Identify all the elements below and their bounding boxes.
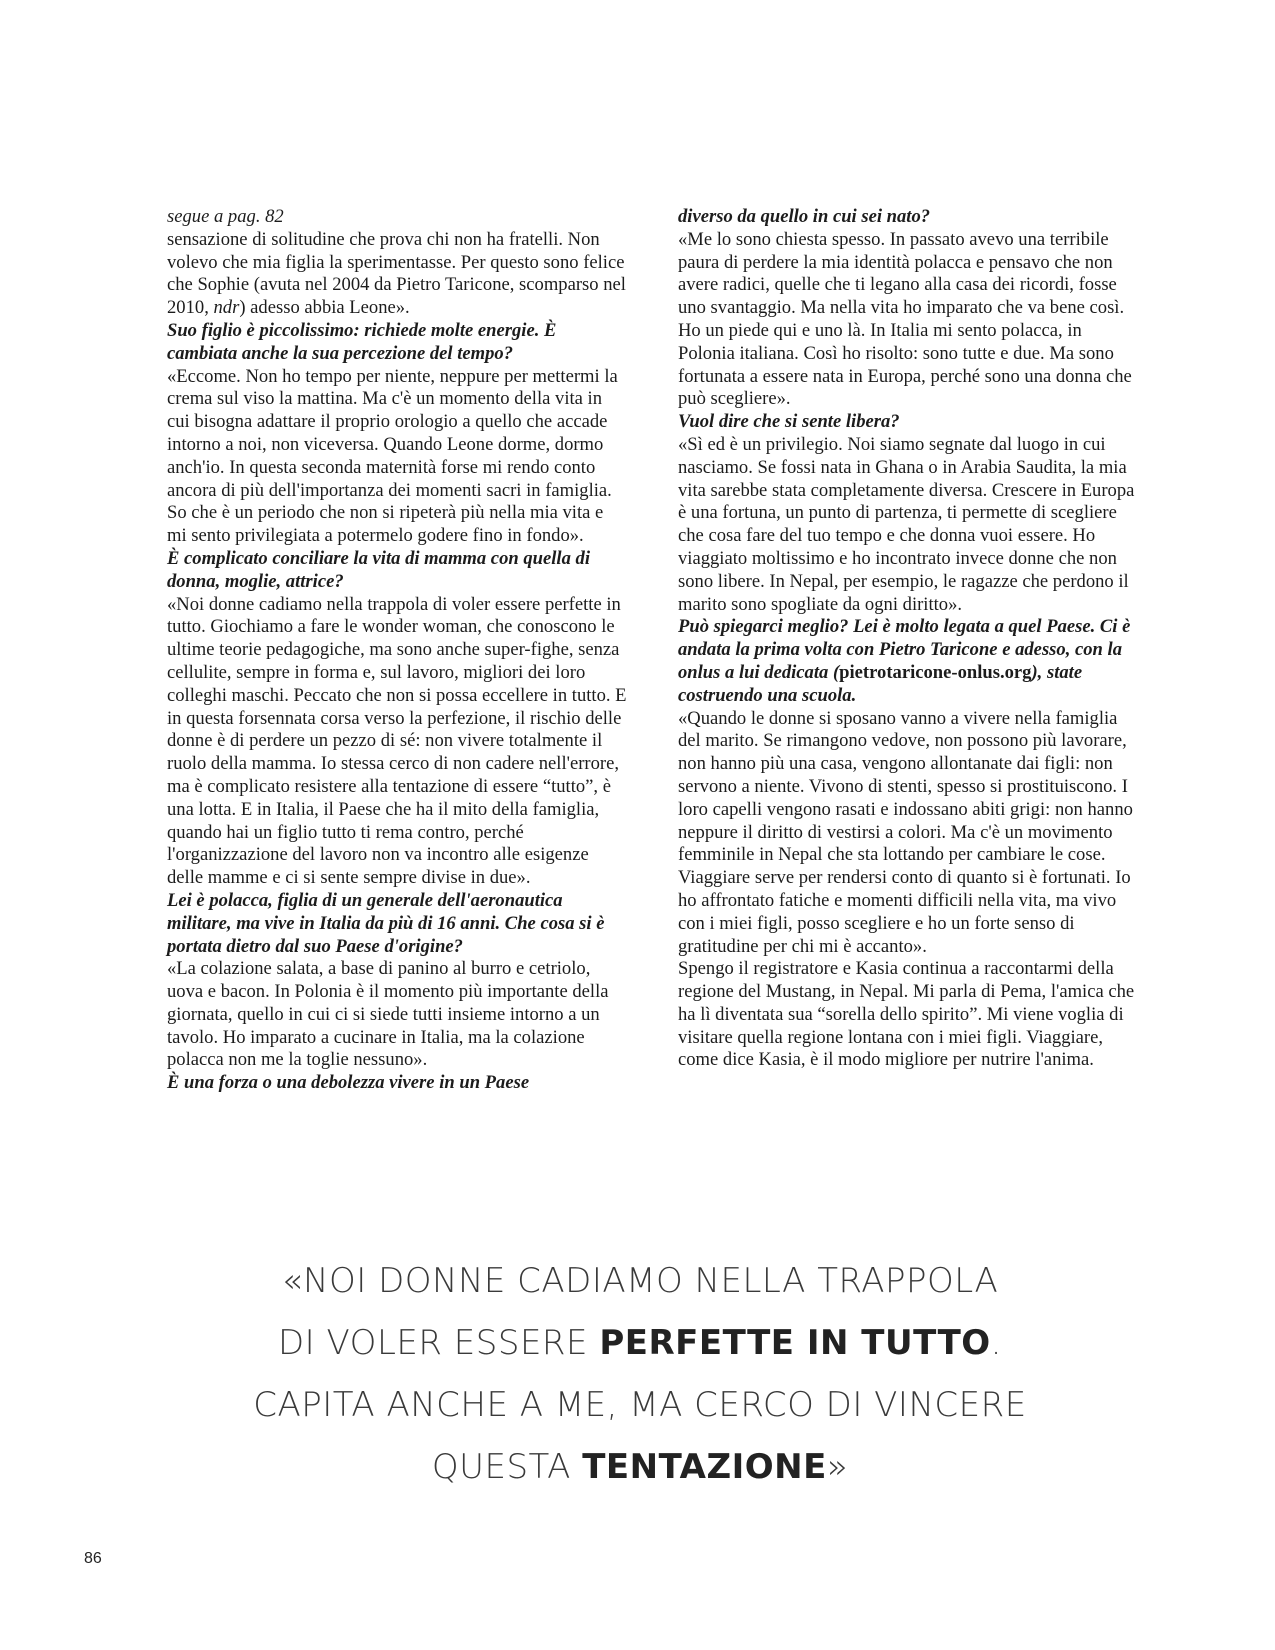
ndr-note: ndr	[213, 297, 240, 319]
article-column-left	[167, 206, 627, 1095]
interview-question	[678, 616, 1138, 707]
pull-quote-line: CAPITA ANCHE A ME, MA CERCO DI VINCERE	[253, 1385, 1027, 1425]
interview-answer: «Sì ed è un privilegio. Noi siamo segnate dal luogo in cui nasciamo. Se fossi nata in Ghana o in Arabia Saudita, la mia vita sarebbe stata completamente diversa. Crescere in Europa è una fortuna, un punto di partenza, ti permette di scegliere che cosa fare del tuo tempo e che donna vuoi essere. Ho viaggiato moltissimo e ho incontrato invece donne che non sono libere. In Nepal, per esempio, le ragazze che perdono il marito sono spogliate da ogni diritto».	[678, 433, 1135, 615]
interview-answer: «Noi donne cadiamo nella trappola di voler essere perfette in tutto. Giochiamo a fare le wonder woman, che conoscono le ultime teorie pedagogiche, ma sono anche super-fighe, senza cellulite, sempre in forma e, sul lavoro, migliori dei loro colleghi maschi. Peccato che non si possa eccellere in tutto. E in questa forsennata corsa verso la perfezione, il rischio delle donne è di perdere un pezzo di sé: non vivere totalmente il ruolo della mamma. Io stessa cerco di non cadere nell'errore, ma è complicato resistere alla tentazione di essere “tutto”, è una lotta. E in Italia, il Paese che ha il mito della famiglia, quando hai un figlio tutto ti rema contro, perché l'organizzazione del lavoro non va incontro alle esigenze delle mamme e ci si sente sempre divise in due».	[167, 593, 627, 889]
interview-question: È una forza o una debolezza vivere in un Paese	[167, 1072, 530, 1094]
interview-question: diverso da quello in cui sei nato?	[678, 206, 931, 227]
pull-quote-line: «NOI DONNE CADIAMO NELLA TRAPPOLA	[281, 1261, 999, 1301]
interview-question: È complicato conciliare la vita di mamma con quella di donna, moglie, attrice?	[167, 547, 590, 592]
pull-quote-line	[120, 1312, 1160, 1374]
interview-question: Vuol dire che si sente libera?	[678, 411, 900, 433]
pull-quote-emphasis: PERFETTE IN TUTTO	[599, 1323, 991, 1363]
paragraph	[167, 229, 627, 320]
pull-quote-line	[120, 1436, 1160, 1498]
continued-note	[167, 206, 627, 229]
pull-quote-text: DI VOLER ESSERE	[278, 1323, 600, 1363]
paragraph-text: ) adesso abbia Leone».	[239, 297, 410, 319]
interview-answer: «Eccome. Non ho tempo per niente, neppure per mettermi la crema sul viso la mattina. Ma c'è un momento della vita in cui bisogna adattare il proprio orologio a quello che accade intorno a noi, non viceversa. Quando Leone dorme, dormo anch'io. In questa seconda maternità forse mi rendo conto ancora di più dell'importanza dei momenti sacri in famiglia. So che è un periodo che non si ripeterà più nella mia vita e mi sento privilegiata a potermelo godere fino in fondo».	[167, 365, 618, 547]
pull-quote-text: »	[826, 1447, 849, 1487]
page-number: 86	[84, 1550, 102, 1567]
pull-quote-emphasis: TENTAZIONE	[582, 1447, 827, 1487]
paragraph-text: sensazione di solitudine che prova chi non ha fratelli. Non volevo che mia figlia la sperimentasse. Per questo sono felice che Sophie (avuta nel 2004 da Pietro Taricone, scomparso nel 2010,	[167, 228, 626, 319]
closing-paragraph: Spengo il registratore e Kasia continua a raccontarmi della regione del Mustang, in Nepal. Mi parla di Pema, l'amica che ha lì diventata sua “sorella dello spirito”. Mi viene voglia di visitare quella regione lontana con i miei figli. Viaggiare, come dice Kasia, è il modo migliore per nutrire l'anima.	[678, 958, 1135, 1071]
interview-question: Lei è polacca, figlia di un generale dell'aeronautica militare, ma vive in Italia da più di 16 anni. Che cosa si è portata dietro dal suo Paese d'origine?	[167, 889, 605, 957]
question-text: ), state costruendo una scuola.	[678, 661, 1083, 706]
pull-quote-text: .	[990, 1323, 1002, 1363]
pull-quote-text: QUESTA	[431, 1447, 583, 1487]
interview-answer: «Me lo sono chiesta spesso. In passato avevo una terribile paura di perdere la mia identità polacca e pensavo che non avere radici, quelle che ti legano alla casa dei ricordi, fosse uno svantaggio. Ma nella vita ho imparato che va bene così. Ho un piede qui e uno là. In Italia mi sento polacca, in Polonia italiana. Così ho risolto: sono tutte e due. Ma sono fortunata a essere nata in Europa, perché sono una donna che può scegliere».	[678, 228, 1132, 410]
continued-note-text: segue a pag. 82	[167, 206, 284, 227]
onlus-link[interactable]: pietrotaricone-onlus.org	[839, 661, 1032, 683]
interview-answer: «La colazione salata, a base di panino al burro e cetriolo, uova e bacon. In Polonia è il momento più importante della giornata, quello in cui ci si siede tutti insieme intorno a un tavolo. Ho imparato a cucinare in Italia, ma la colazione polacca non me la toglie nessuno».	[167, 958, 609, 1071]
article-column-right	[678, 206, 1138, 1072]
question-text: Può spiegarci meglio? Lei è molto legata a quel Paese. Ci è andata la prima volta con Pietro Taricone e adesso, con la onlus a lui dedicata (	[678, 616, 1131, 683]
interview-question: Suo figlio è piccolissimo: richiede molte energie. È cambiata anche la sua percezione del tempo?	[167, 319, 557, 364]
interview-answer: «Quando le donne si sposano vanno a vivere nella famiglia del marito. Se rimangono vedove, non possono più lavorare, non hanno più una casa, vengono allontanate dai figli: non servono a niente. Vivono di stenti, spesso si prostituiscono. I loro capelli vengono rasati e indossano abiti grigi: non hanno neppure il diritto di vestirsi a colori. Ma c'è un movimento femminile in Nepal che sta lottando per cambiare le cose. Viaggiare serve per rendersi conto di quanto si è fortunati. Io ho affrontato fatiche e momenti difficili nella vita, ma vivo con i miei figli, posso scegliere e ho un forte senso di gratitudine per chi mi è accanto».	[678, 707, 1133, 957]
pull-quote	[120, 1250, 1160, 1498]
